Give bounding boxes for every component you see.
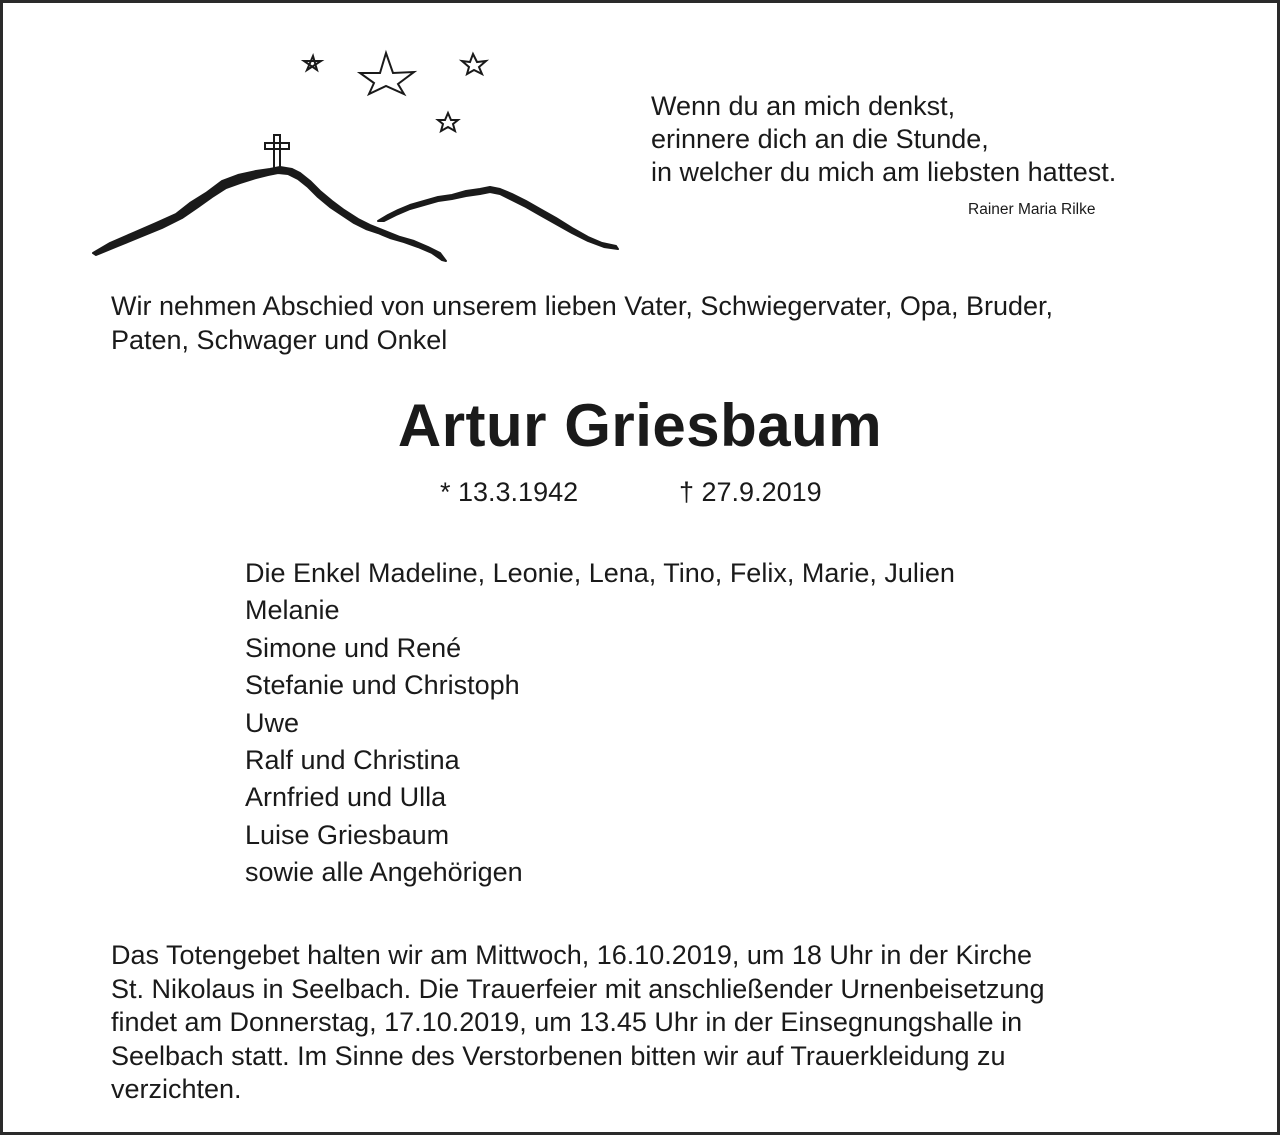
- quote-line: erinnere dich an die Stunde,: [651, 124, 989, 154]
- mourner-line: Melanie: [245, 595, 340, 626]
- mourner-line: Luise Griesbaum: [245, 819, 450, 850]
- quote-line: in welcher du mich am liebsten hattest.: [651, 157, 1117, 187]
- quote-line: Wenn du an mich denkst,: [651, 91, 956, 121]
- intro-line: Wir nehmen Abschied von unserem lieben Vater, Schwiegervater, Opa, Bruder,: [111, 291, 1054, 321]
- star-icon: [360, 53, 414, 94]
- star-icon: [304, 56, 321, 70]
- quote-author: Rainer Maria Rilke: [968, 201, 1096, 218]
- mourner-line: Simone und René: [245, 632, 462, 663]
- mourner-line: Die Enkel Madeline, Leonie, Lena, Tino, Felix, Marie, Julien: [245, 558, 955, 588]
- mountain-cross-illustration: [88, 43, 628, 268]
- death-date: † 27.9.2019: [679, 477, 822, 507]
- mourner-line: Arnfried und Ulla: [245, 782, 447, 813]
- mourner-line: Stefanie und Christoph: [245, 670, 520, 701]
- notice-line: Seelbach statt. Im Sinne des Verstorbenen bitten wir auf Trauerkleidung zu: [111, 1040, 1006, 1071]
- mourner-line: Uwe: [245, 707, 300, 738]
- notice-line: verzichten.: [111, 1074, 242, 1105]
- notice-line: findet am Donnerstag, 17.10.2019, um 13.45 Uhr in der Einsegnungshalle in: [111, 1007, 1023, 1038]
- deceased-name: Artur Griesbaum: [397, 392, 883, 459]
- birth-date: * 13.3.1942: [440, 477, 579, 507]
- star-icon: [462, 54, 486, 74]
- cross-icon: [265, 135, 289, 171]
- farewell-intro: [111, 289, 1201, 357]
- notice-line: Das Totengebet halten wir am Mittwoch, 16.10.2019, um 18 Uhr in der Kirche: [111, 940, 1032, 970]
- rilke-quote: [651, 90, 1116, 189]
- mourner-line: sowie alle Angehörigen: [245, 857, 523, 888]
- intro-line: Paten, Schwager und Onkel: [111, 325, 448, 355]
- notice-line: St. Nikolaus in Seelbach. Die Trauerfeier mit anschließender Urnenbeisetzung: [111, 973, 1045, 1004]
- star-icon: [438, 113, 458, 131]
- mountain-icon: [93, 167, 618, 261]
- mourner-line: Ralf und Christina: [245, 745, 460, 776]
- funeral-notice: [111, 939, 1211, 1107]
- mourners-list: [245, 555, 955, 892]
